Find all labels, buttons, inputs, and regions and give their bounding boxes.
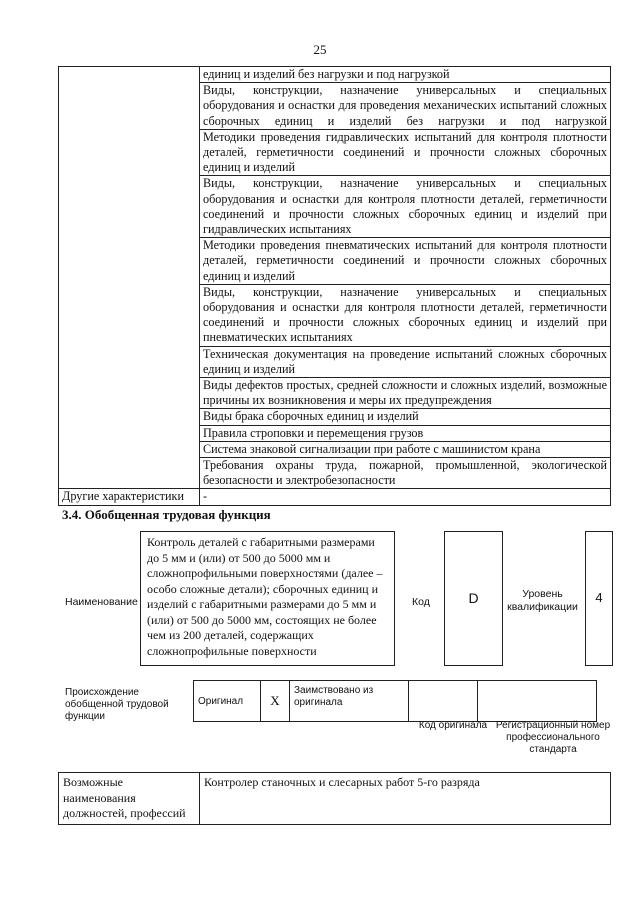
positions-table — [58, 772, 611, 825]
knowledge-item: Методики проведения пневматических испытаний для контроля плотности деталей, герметичности соединений и прочности сложных сборочных единиц и изделий — [200, 238, 611, 285]
positions-row — [59, 773, 611, 825]
knowledge-row-label-cell — [59, 67, 200, 489]
section-title: 3.4. Обобщенная трудовая функция — [62, 507, 271, 522]
knowledge-item: Виды, конструкции, назначение универсальных и специальных оборудования и оснастки для проведения механических испытаний сложных сборочных единиц и изделий без нагрузки и под нагрузкой — [200, 83, 611, 130]
qualification-level-box: 4 — [585, 531, 613, 666]
qualification-level-label: Уровень квалификации — [507, 588, 578, 613]
code-value-box: D — [444, 531, 503, 666]
origin-table — [193, 680, 597, 722]
other-characteristics-value: - — [200, 489, 611, 505]
knowledge-item: Система знаковой сигнализации при работе с машинистом крана — [200, 441, 611, 457]
knowledge-item: Техническая документация на проведение испытаний сложных сборочных единиц и изделий — [200, 346, 611, 377]
origin-row — [194, 681, 597, 722]
positions-value: Контролер станочных и слесарных работ 5-го разряда — [200, 773, 611, 825]
original-label: Оригинал — [194, 681, 261, 722]
knowledge-table-body — [59, 67, 611, 506]
page-number: 25 — [313, 42, 327, 57]
knowledge-table — [58, 66, 611, 506]
other-characteristics-row — [59, 489, 611, 505]
knowledge-item: Виды, конструкции, назначение универсальных и специальных оборудования и оснастки для контроля плотности деталей, герметичности соединений и прочности сложных сборочных единиц и изделий при пневматических испытаниях — [200, 284, 611, 346]
original-mark: X — [261, 681, 290, 722]
knowledge-item: Правила строповки и перемещения грузов — [200, 425, 611, 441]
original-code-caption: Код оригинала — [418, 720, 488, 731]
borrowed-label: Заимствовано из оригинала — [290, 681, 409, 722]
knowledge-item: Виды брака сборочных единиц и изделий — [200, 409, 611, 425]
origin-label: Происхождение обобщенной трудовой функции — [65, 687, 169, 722]
name-label: Наименование — [65, 596, 138, 608]
positions-label: Возможные наименования должностей, профессий — [59, 773, 200, 825]
function-name-box: Контроль деталей с габаритными размерами до 5 мм и (или) от 500 до 5000 мм и сложнопрофильными поверхностями (далее – особо сложные детали); сборочных единиц и изделий с габаритными размерами до 5 мм и (или) от 500 до 5000 мм, состоящих не более чем из 200 деталей, содержащих сложнопрофильные поверхности — [140, 531, 395, 666]
registration-number-caption: Регистрационный номер профессионального стандарта — [495, 720, 611, 755]
knowledge-item: Методики проведения гидравлических испытаний для контроля плотности деталей, герметичности соединений и прочности сложных сборочных единиц и изделий — [200, 129, 611, 176]
knowledge-item: Виды дефектов простых, средней сложности и сложных изделий, возможные причины их возникновения и меры их предупреждения — [200, 378, 611, 409]
knowledge-item: единиц и изделий без нагрузки и под нагрузкой — [200, 67, 611, 83]
other-characteristics-label: Другие характеристики — [59, 489, 200, 505]
original-code-cell — [409, 681, 478, 722]
knowledge-item: Требования охраны труда, пожарной, промышленной, экологической безопасности и электробезопасности — [200, 458, 611, 489]
registration-number-cell — [478, 681, 597, 722]
knowledge-row — [59, 67, 611, 83]
knowledge-item: Виды, конструкции, назначение универсальных и специальных оборудования и оснастки для контроля плотности деталей, герметичности соединений и прочности сложных сборочных единиц и изделий при гидравлических испытаниях — [200, 176, 611, 238]
code-label: Код — [412, 596, 430, 608]
